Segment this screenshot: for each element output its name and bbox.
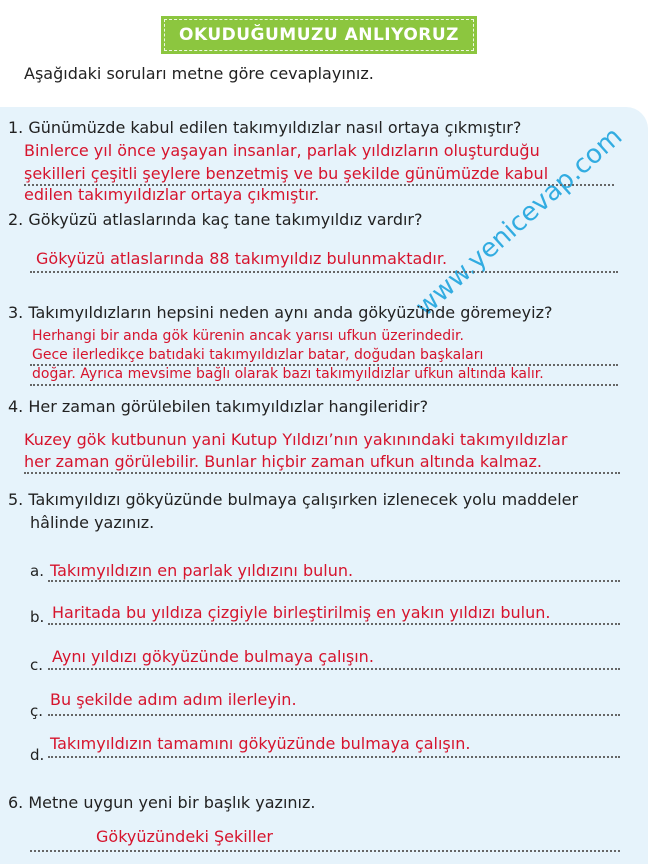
answer-line	[24, 472, 620, 474]
answer-3-line-1: Herhangi bir anda gök kürenin ancak yarısı ufkun üzerindedir.	[32, 328, 464, 344]
answer-line	[30, 384, 618, 386]
item-letter-b: b.	[30, 608, 45, 626]
answer-line	[30, 850, 620, 852]
item-letter-a: a.	[30, 562, 44, 580]
question-number: 1.	[8, 118, 24, 137]
item-letter-cedilla: ç.	[30, 702, 44, 720]
question-5	[8, 490, 578, 509]
question-1	[8, 118, 521, 137]
section-title-banner	[161, 16, 477, 54]
question-number: 6.	[8, 793, 24, 812]
question-5-line-2: hâlinde yazınız.	[30, 513, 155, 532]
section-title: OKUDUĞUMUZU ANLIYORUZ	[179, 25, 459, 45]
answer-5c: Aynı yıldızı gökyüzünde bulmaya çalışın.	[52, 647, 374, 666]
answer-5d: Takımyıldızın tamamını gökyüzünde bulmaya çalışın.	[50, 734, 471, 753]
item-letter-d: d.	[30, 746, 45, 764]
watermark: www.yenicevap.com	[410, 121, 629, 323]
answer-4-line-2: her zaman görülebilir. Bunlar hiçbir zaman ufkun altında kalmaz.	[24, 452, 543, 471]
answer-4-line-1: Kuzey gök kutbunun yani Kutup Yıldızı’nın yakınındaki takımyıldızlar	[24, 430, 568, 449]
answer-3-line-2: Gece ilerledikçe batıdaki takımyıldızlar batar, doğudan başkaları	[32, 347, 484, 363]
question-number: 3.	[8, 303, 24, 322]
item-letter-c: c.	[30, 656, 44, 674]
answer-2: Gökyüzü atlaslarında 88 takımyıldız bulunmaktadır.	[36, 249, 448, 268]
question-text: Günümüzde kabul edilen takımyıldızlar nasıl ortaya çıkmıştır?	[28, 118, 522, 137]
question-number: 5.	[8, 490, 24, 509]
answer-1-line-2: şekilleri çeşitli şeylere benzetmiş ve bu şekilde günümüzde kabul	[24, 164, 549, 183]
question-text: Gökyüzü atlaslarında kaç tane takımyıldız vardır?	[28, 210, 423, 229]
answer-5a: Takımyıldızın en parlak yıldızını bulun.	[50, 561, 354, 580]
answer-line	[30, 271, 618, 273]
answer-line	[48, 580, 620, 582]
answer-6: Gökyüzündeki Şekiller	[96, 827, 273, 846]
answer-5b: Haritada bu yıldıza çizgiyle birleştirilmiş en yakın yıldızı bulun.	[52, 603, 551, 622]
question-2	[8, 210, 422, 229]
answer-line	[48, 623, 620, 625]
answer-5c-cedilla: Bu şekilde adım adım ilerleyin.	[50, 690, 297, 709]
question-6	[8, 793, 315, 812]
answer-line	[48, 668, 620, 670]
answer-line	[48, 756, 620, 758]
question-3	[8, 303, 552, 322]
question-text: Her zaman görülebilen takımyıldızlar hangileridir?	[28, 397, 429, 416]
question-text: Takımyıldızı gökyüzünde bulmaya çalışırken izlenecek yolu maddeler	[28, 490, 579, 509]
answer-3-line-3: doğar. Ayrıca mevsime bağlı olarak bazı takımyıldızlar ufkun altında kalır.	[32, 366, 544, 382]
question-number: 2.	[8, 210, 24, 229]
question-number: 4.	[8, 397, 24, 416]
question-4	[8, 397, 428, 416]
question-text: Takımyıldızların hepsini neden aynı anda gökyüzünde göremeyiz?	[28, 303, 553, 322]
answer-line	[48, 714, 620, 716]
answer-1-line-3: edilen takımyıldızlar ortaya çıkmıştır.	[24, 185, 320, 204]
question-text: Metne uygun yeni bir başlık yazınız.	[28, 793, 316, 812]
instruction-text: Aşağıdaki soruları metne göre cevaplayınız.	[24, 64, 374, 83]
answer-1-line-1: Binlerce yıl önce yaşayan insanlar, parlak yıldızların oluşturduğu	[24, 141, 540, 160]
